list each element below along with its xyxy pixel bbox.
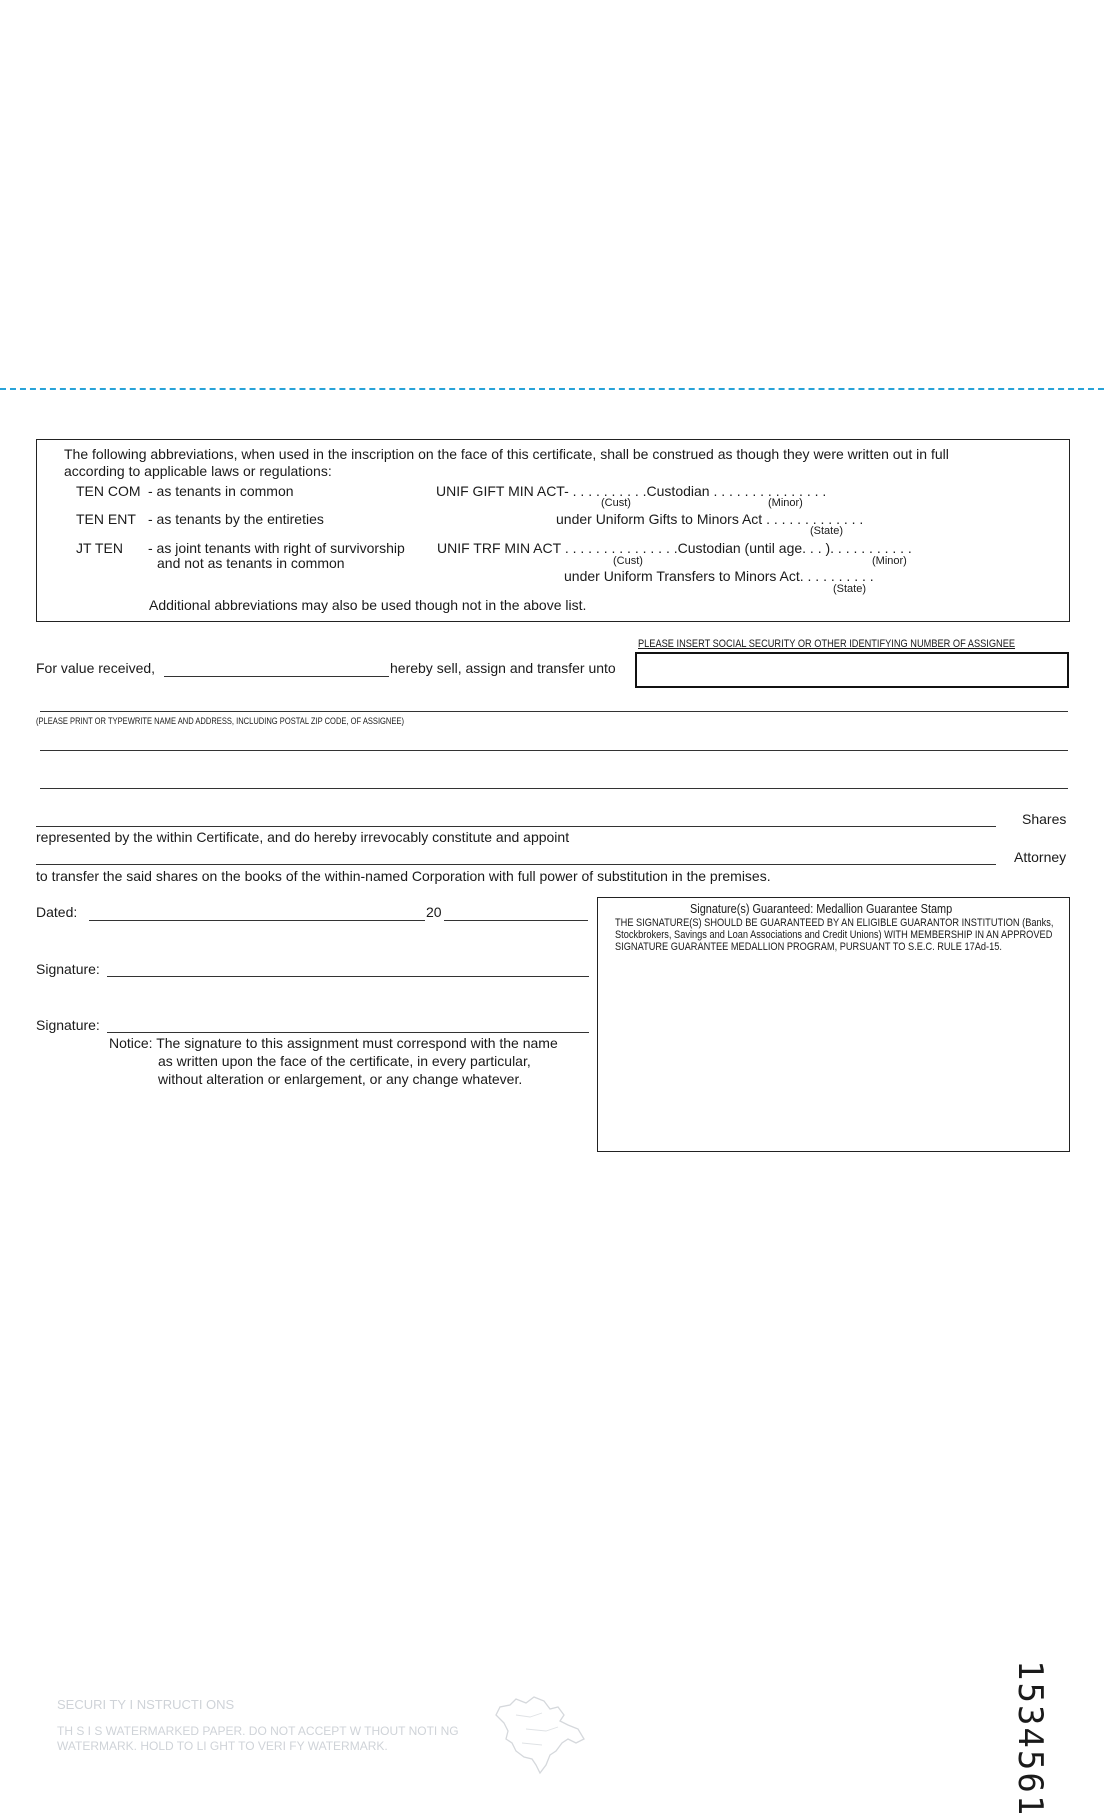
attorney-label: Attorney xyxy=(1014,849,1067,865)
notice-line3: without alteration or enlargement, or any change whatever. xyxy=(158,1071,523,1087)
print-name-note: (PLEASE PRINT OR TYPEWRITE NAME AND ADDRESS, INCLUDING POSTAL ZIP CODE, OF ASSIGNEE) xyxy=(36,716,404,726)
guarantee-line2: Stockbrokers, Savings and Loan Associations and Credit Unions) WITH MEMBERSHIP IN AN APPROVED xyxy=(615,929,1053,941)
perforation-line xyxy=(0,388,1104,390)
unif-gift-line1: UNIF GIFT MIN ACT- . . . . . . . . . .Custodian . . . . . . . . . . . . . . . xyxy=(436,483,827,499)
north-america-map-watermark-icon xyxy=(486,1695,586,1775)
shares-line[interactable] xyxy=(36,826,996,827)
notice-line1: Notice: The signature to this assignment must correspond with the name xyxy=(109,1035,558,1051)
represented-text: represented by the within Certificate, and do hereby irrevocably constitute and appoint xyxy=(36,829,570,845)
jt-ten-desc1: - as joint tenants with right of survivorship xyxy=(148,540,405,556)
unif-trf-state: (State) xyxy=(833,583,867,595)
ten-com-desc: - as tenants in common xyxy=(148,483,294,499)
dated-label: Dated: xyxy=(36,904,78,920)
jt-ten-code: JT TEN xyxy=(76,540,123,556)
to-transfer-text: to transfer the said shares on the books of the within-named Corporation with full power of substitution in the premises. xyxy=(36,868,771,884)
abbreviations-intro-line1: The following abbreviations, when used in the inscription on the face of this certificate, shall be construed as though they were written out in full xyxy=(64,446,949,462)
notice-line2: as written upon the face of the certificate, in every particular, xyxy=(158,1053,531,1069)
unif-gift-line2: under Uniform Gifts to Minors Act . . . . . . . . . . . . . xyxy=(556,511,864,527)
signature-2-label: Signature: xyxy=(36,1017,100,1033)
ten-ent-code: TEN ENT xyxy=(76,511,136,527)
unif-trf-cust: (Cust) xyxy=(613,555,643,567)
ten-com-code: TEN COM xyxy=(76,483,141,499)
guarantee-line3: SIGNATURE GUARANTEE MEDALLION PROGRAM, PURSUANT TO S.E.C. RULE 17Ad-15. xyxy=(615,941,1002,953)
year-line[interactable] xyxy=(444,920,588,921)
additional-abbreviations-note: Additional abbreviations may also be used though not in the above list. xyxy=(149,597,587,613)
hereby-transfer-label: hereby sell, assign and transfer unto xyxy=(390,660,616,676)
assignee-name-line[interactable] xyxy=(40,711,1068,712)
ssn-label: PLEASE INSERT SOCIAL SECURITY OR OTHER IDENTIFYING NUMBER OF ASSIGNEE xyxy=(638,638,1016,650)
unif-gift-state: (State) xyxy=(810,525,844,537)
year-prefix: 20 xyxy=(426,904,442,920)
signature-2-line[interactable] xyxy=(107,1032,589,1033)
shares-label: Shares xyxy=(1022,811,1067,827)
security-instructions-line1: TH S I S WATERMARKED PAPER. DO NOT ACCEPT W THOUT NOTI NG xyxy=(57,1724,459,1738)
guarantee-title: Signature(s) Guaranteed: Medallion Guarantee Stamp xyxy=(690,901,953,916)
abbreviations-intro-line2: according to applicable laws or regulations: xyxy=(64,463,332,479)
certificate-serial-number: 1534561 xyxy=(1010,1660,1050,1818)
unif-gift-minor: (Minor) xyxy=(768,497,803,509)
unif-trf-line2: under Uniform Transfers to Minors Act. . . . . . . . . . xyxy=(564,568,874,584)
security-instructions-line2: WATERMARK. HOLD TO LI GHT TO VERI FY WATERMARK. xyxy=(57,1739,388,1753)
dated-line[interactable] xyxy=(89,920,425,921)
unif-gift-cust: (Cust) xyxy=(601,497,631,509)
ten-ent-desc: - as tenants by the entireties xyxy=(148,511,324,527)
assignor-line[interactable] xyxy=(164,676,389,677)
guarantee-line1: THE SIGNATURE(S) SHOULD BE GUARANTEED BY AN ELIGIBLE GUARANTOR INSTITUTION (Banks, xyxy=(615,917,1054,929)
for-value-received-label: For value received, xyxy=(36,660,156,676)
ssn-input-box[interactable] xyxy=(635,652,1069,688)
security-instructions-title: SECURI TY I NSTRUCTI ONS xyxy=(57,1697,235,1712)
assignee-address-line-1[interactable] xyxy=(40,750,1068,751)
signature-1-line[interactable] xyxy=(107,976,589,977)
attorney-line[interactable] xyxy=(36,864,996,865)
jt-ten-desc2: and not as tenants in common xyxy=(157,555,345,571)
signature-1-label: Signature: xyxy=(36,961,100,977)
assignee-address-line-2[interactable] xyxy=(40,788,1068,789)
unif-trf-minor: (Minor) xyxy=(872,555,907,567)
unif-trf-line1: UNIF TRF MIN ACT . . . . . . . . . . . . . . .Custodian (until age. . . ). . . . . . . . . . . xyxy=(437,540,912,556)
